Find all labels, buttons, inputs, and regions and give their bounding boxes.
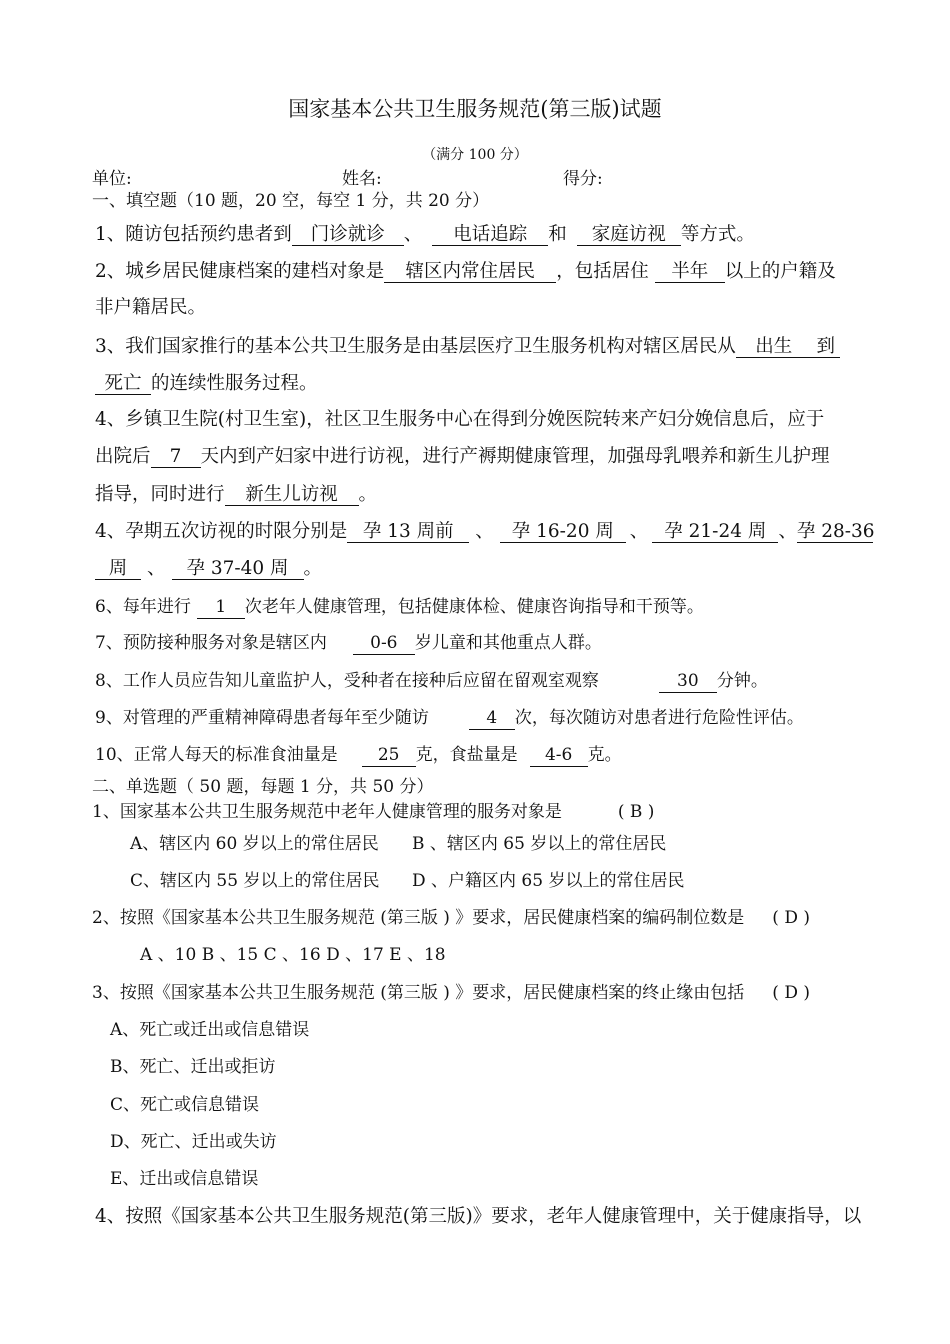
question-text: 9、对管理的严重精神障碍患者每年至少随访 xyxy=(95,708,429,728)
answer-text: ( D ) xyxy=(772,908,810,928)
option-c: C、辖区内 55 岁以上的常住居民 xyxy=(130,871,380,891)
fill-question-7 xyxy=(95,632,602,655)
question-text: 。 xyxy=(358,484,378,505)
separator: 、 xyxy=(147,558,166,579)
fill-question-3 xyxy=(95,336,840,358)
separator: 、 xyxy=(778,521,797,542)
answer-blank: 25 xyxy=(362,745,416,767)
fill-question-2-cont: 非户籍居民。 xyxy=(95,297,207,318)
question-text: 以上的户籍及 xyxy=(724,261,836,282)
answer-blank: 孕 13 周前 xyxy=(347,521,469,543)
fill-question-3-cont xyxy=(95,373,318,395)
choice-question-1 xyxy=(92,801,654,823)
separator: 和 xyxy=(548,224,567,245)
question-text: 6、每年进行 xyxy=(95,597,191,617)
fill-question-4: 4、乡镇卫生院(村卫生室)，社区卫生服务中心在得到分娩医院转来产妇分娩信息后，应于 xyxy=(95,409,825,430)
fill-question-5-cont xyxy=(95,558,322,580)
answer-blank: 家庭访视 xyxy=(577,224,681,246)
question-text: 2、城乡居民健康档案的建档对象是 xyxy=(95,261,385,282)
answer-blank: 孕 16-20 周 xyxy=(500,521,626,543)
fill-question-4-line3 xyxy=(95,484,377,506)
question-text: 4、孕期五次访视的时限分别是 xyxy=(95,521,348,542)
option-e: E、迁出或信息错误 xyxy=(110,1169,259,1189)
answer-blank: 辖区内常住居民 xyxy=(384,261,556,283)
choice-question-2 xyxy=(92,907,810,929)
option-b: B、死亡、迁出或拒访 xyxy=(110,1057,276,1077)
question-text: 天内到产妇家中进行访视，进行产褥期健康管理，加强母乳喂养和新生儿护理 xyxy=(200,446,830,467)
fill-question-1 xyxy=(95,224,755,246)
page-subtitle: （满分 100 分） xyxy=(422,147,528,163)
answer-text: ( D ) xyxy=(772,983,810,1003)
question-text: 1、随访包括预约患者到 xyxy=(95,224,292,245)
choice-question-3 xyxy=(92,982,810,1004)
question-text: 出院后 xyxy=(95,446,151,467)
question-text: 克。 xyxy=(587,745,622,765)
option-a: A、辖区内 60 岁以上的常住居民 xyxy=(130,834,379,854)
answer-blank: 4 xyxy=(469,708,515,730)
question-text: 次，每次随访对患者进行危险性评估。 xyxy=(514,708,804,728)
answer-blank: 孕 37-40 周 xyxy=(172,558,304,580)
question-text: 指导，同时进行 xyxy=(95,484,225,505)
fill-question-9 xyxy=(95,707,804,730)
option-b: B 、辖区内 65 岁以上的常住居民 xyxy=(412,834,667,854)
fill-question-10 xyxy=(95,744,622,767)
name-label: 姓名: xyxy=(342,169,382,189)
separator: 、 xyxy=(403,224,423,245)
answer-blank: 0-6 xyxy=(353,633,415,655)
answer-blank: 出生 xyxy=(736,336,812,358)
answer-blank: 4-6 xyxy=(530,745,588,767)
fill-question-2 xyxy=(95,261,836,283)
answer-blank: 半年 xyxy=(655,261,725,283)
question-text: 10、正常人每天的标准食油量是 xyxy=(95,745,338,765)
answer-blank: 周 xyxy=(95,558,141,580)
separator: 、 xyxy=(629,521,649,542)
option-c: C、死亡或信息错误 xyxy=(110,1095,260,1115)
answer-blank: 门诊就诊 xyxy=(292,224,404,246)
fill-question-5 xyxy=(95,521,873,543)
question-text: ，包括居住 xyxy=(556,261,649,282)
question-text: 克，食盐量是 xyxy=(415,745,518,765)
question-text: 分钟。 xyxy=(716,671,768,691)
choice-question-4: 4、按照《国家基本公共卫生服务规范(第三版)》要求，老年人健康管理中，关于健康指导，以 xyxy=(95,1206,862,1227)
answer-blank: 死亡 xyxy=(95,373,151,395)
options-row: A 、10 B 、15 C 、16 D 、17 E 、18 xyxy=(140,945,446,965)
option-d: D 、户籍区内 65 岁以上的常住居民 xyxy=(412,871,685,891)
answer-text: ( B ) xyxy=(617,802,655,822)
question-text: 的连续性服务过程。 xyxy=(151,373,318,394)
option-d: D、死亡、迁出或失访 xyxy=(110,1132,277,1152)
fill-question-8 xyxy=(95,670,768,693)
answer-blank: 7 xyxy=(151,446,201,468)
question-text: 7、预防接种服务对象是辖区内 xyxy=(95,633,327,653)
page-title: 国家基本公共卫生服务规范(第三版)试题 xyxy=(288,97,662,121)
unit-label: 单位: xyxy=(92,169,132,189)
answer-blank: 新生儿访视 xyxy=(225,484,359,506)
question-text: 8、工作人员应告知儿童监护人，受种者在接种后应留在留观室观察 xyxy=(95,671,599,691)
question-text: 1、国家基本公共卫生服务规范中老年人健康管理的服务对象是 xyxy=(92,802,562,822)
answer-blank: 1 xyxy=(197,597,245,619)
answer-blank: 30 xyxy=(659,671,717,693)
fill-question-4-line2 xyxy=(95,446,830,468)
answer-blank: 电话追踪 xyxy=(432,224,548,246)
question-text: 2、按照《国家基本公共卫生服务规范 (第三版 ) 》要求，居民健康档案的编码制位数是 xyxy=(92,908,745,928)
question-text: 。 xyxy=(303,558,323,579)
question-text: 等方式。 xyxy=(680,224,755,245)
answer-blank: 孕 28-36 xyxy=(796,521,875,542)
answer-blank: 到 xyxy=(812,336,840,358)
score-label: 得分: xyxy=(563,169,603,189)
question-text: 岁儿童和其他重点人群。 xyxy=(414,633,602,653)
answer-blank: 孕 21-24 周 xyxy=(652,521,778,543)
fill-question-6 xyxy=(95,596,704,619)
question-text: 3、按照《国家基本公共卫生服务规范 (第三版 ) 》要求，居民健康档案的终止缘由包括 xyxy=(92,983,745,1003)
section1-heading: 一、填空题（10 题，20 空，每空 1 分，共 20 分） xyxy=(92,191,490,211)
separator: 、 xyxy=(475,521,494,542)
question-text: 次老年人健康管理，包括健康体检、健康咨询指导和干预等。 xyxy=(244,597,704,617)
question-text: 3、我们国家推行的基本公共卫生服务是由基层医疗卫生服务机构对辖区居民从 xyxy=(95,336,736,357)
option-a: A、死亡或迁出或信息错误 xyxy=(110,1020,310,1040)
section2-heading: 二、单选题（ 50 题，每题 1 分，共 50 分） xyxy=(92,777,434,797)
